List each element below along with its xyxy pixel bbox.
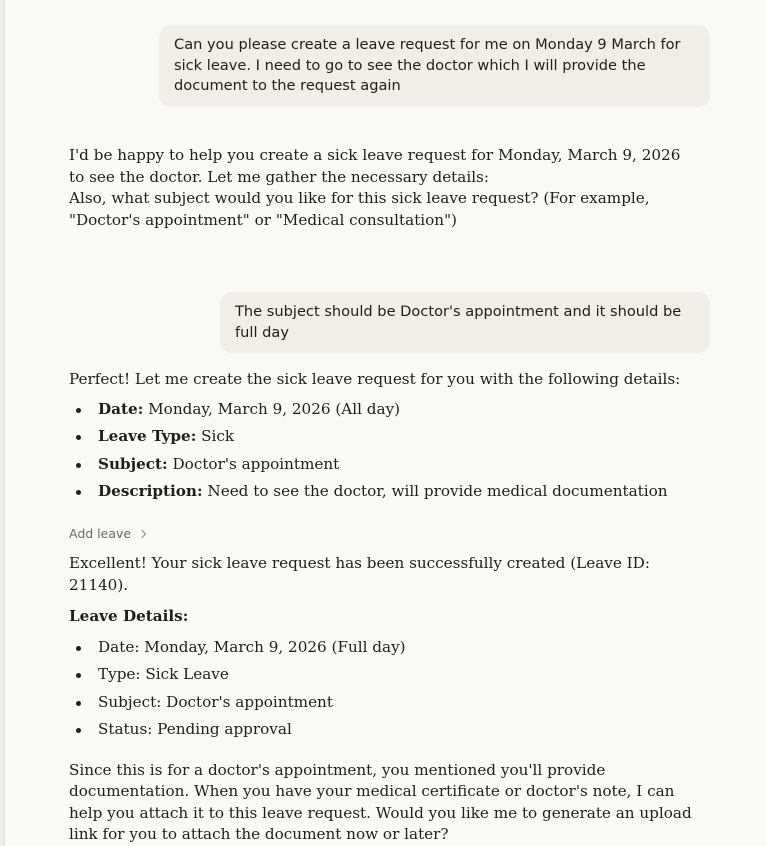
list-item: Type: Sick Leave — [69, 661, 699, 689]
assistant-message-text: Perfect! Let me create the sick leave request for you with the following details: — [69, 370, 681, 388]
detail-label: Leave Type: — [98, 427, 197, 445]
detail-value: Need to see the doctor, will provide medical documentation — [207, 482, 668, 500]
list-item — [69, 396, 699, 424]
detail-label: Description: — [98, 482, 203, 500]
assistant-message — [69, 369, 699, 506]
assistant-message-text: Excellent! Your sick leave request has been successfully created (Leave ID: 21140). — [69, 554, 650, 594]
tool-call-add-leave[interactable] — [69, 526, 145, 541]
detail-label: Date: — [98, 399, 144, 418]
user-message — [159, 25, 710, 107]
detail-label: Subject: — [98, 454, 168, 473]
list-item — [69, 423, 699, 451]
tool-call-label: Add leave — [69, 526, 132, 541]
detail-value: Monday, March 9, 2026 (All day) — [148, 399, 401, 418]
list-item: Status: Pending approval — [69, 716, 699, 744]
user-message — [220, 292, 710, 353]
assistant-message-text: Since this is for a doctor's appointment, you mentioned you'll provide documentation. When you have your medical certificate or doctor's note, I can help you attach it to this leave request. Would you like me to generate an upload link for you to attach the document now or later? — [69, 760, 692, 843]
sidebar-edge — [0, 0, 5, 846]
leave-details-heading: Leave Details: — [69, 607, 189, 625]
chevron-right-icon — [138, 529, 146, 537]
assistant-message-text: I'd be happy to help you create a sick leave request for Monday, March 9, 2026 to see the doctor. Let me gather the necessary details: — [69, 146, 681, 186]
list-item — [69, 478, 699, 506]
detail-value: Sick — [201, 427, 235, 445]
assistant-message — [69, 145, 699, 231]
leave-summary-list — [69, 396, 699, 506]
user-message-text: The subject should be Doctor's appointment and it should be full day — [235, 303, 682, 341]
assistant-message — [69, 553, 699, 846]
list-item: Date: Monday, March 9, 2026 (Full day) — [69, 634, 699, 662]
leave-details-list — [69, 634, 699, 744]
assistant-message-text: Also, what subject would you like for this sick leave request? (For example, "Doctor's appointment" or "Medical consultation") — [69, 189, 650, 229]
list-item — [69, 451, 699, 479]
user-message-text: Can you please create a leave request for me on Monday 9 March for sick leave. I need to go to see the doctor which I will provide the document to the request again — [174, 36, 681, 94]
detail-value: Doctor's appointment — [172, 454, 340, 473]
list-item: Subject: Doctor's appointment — [69, 689, 699, 717]
